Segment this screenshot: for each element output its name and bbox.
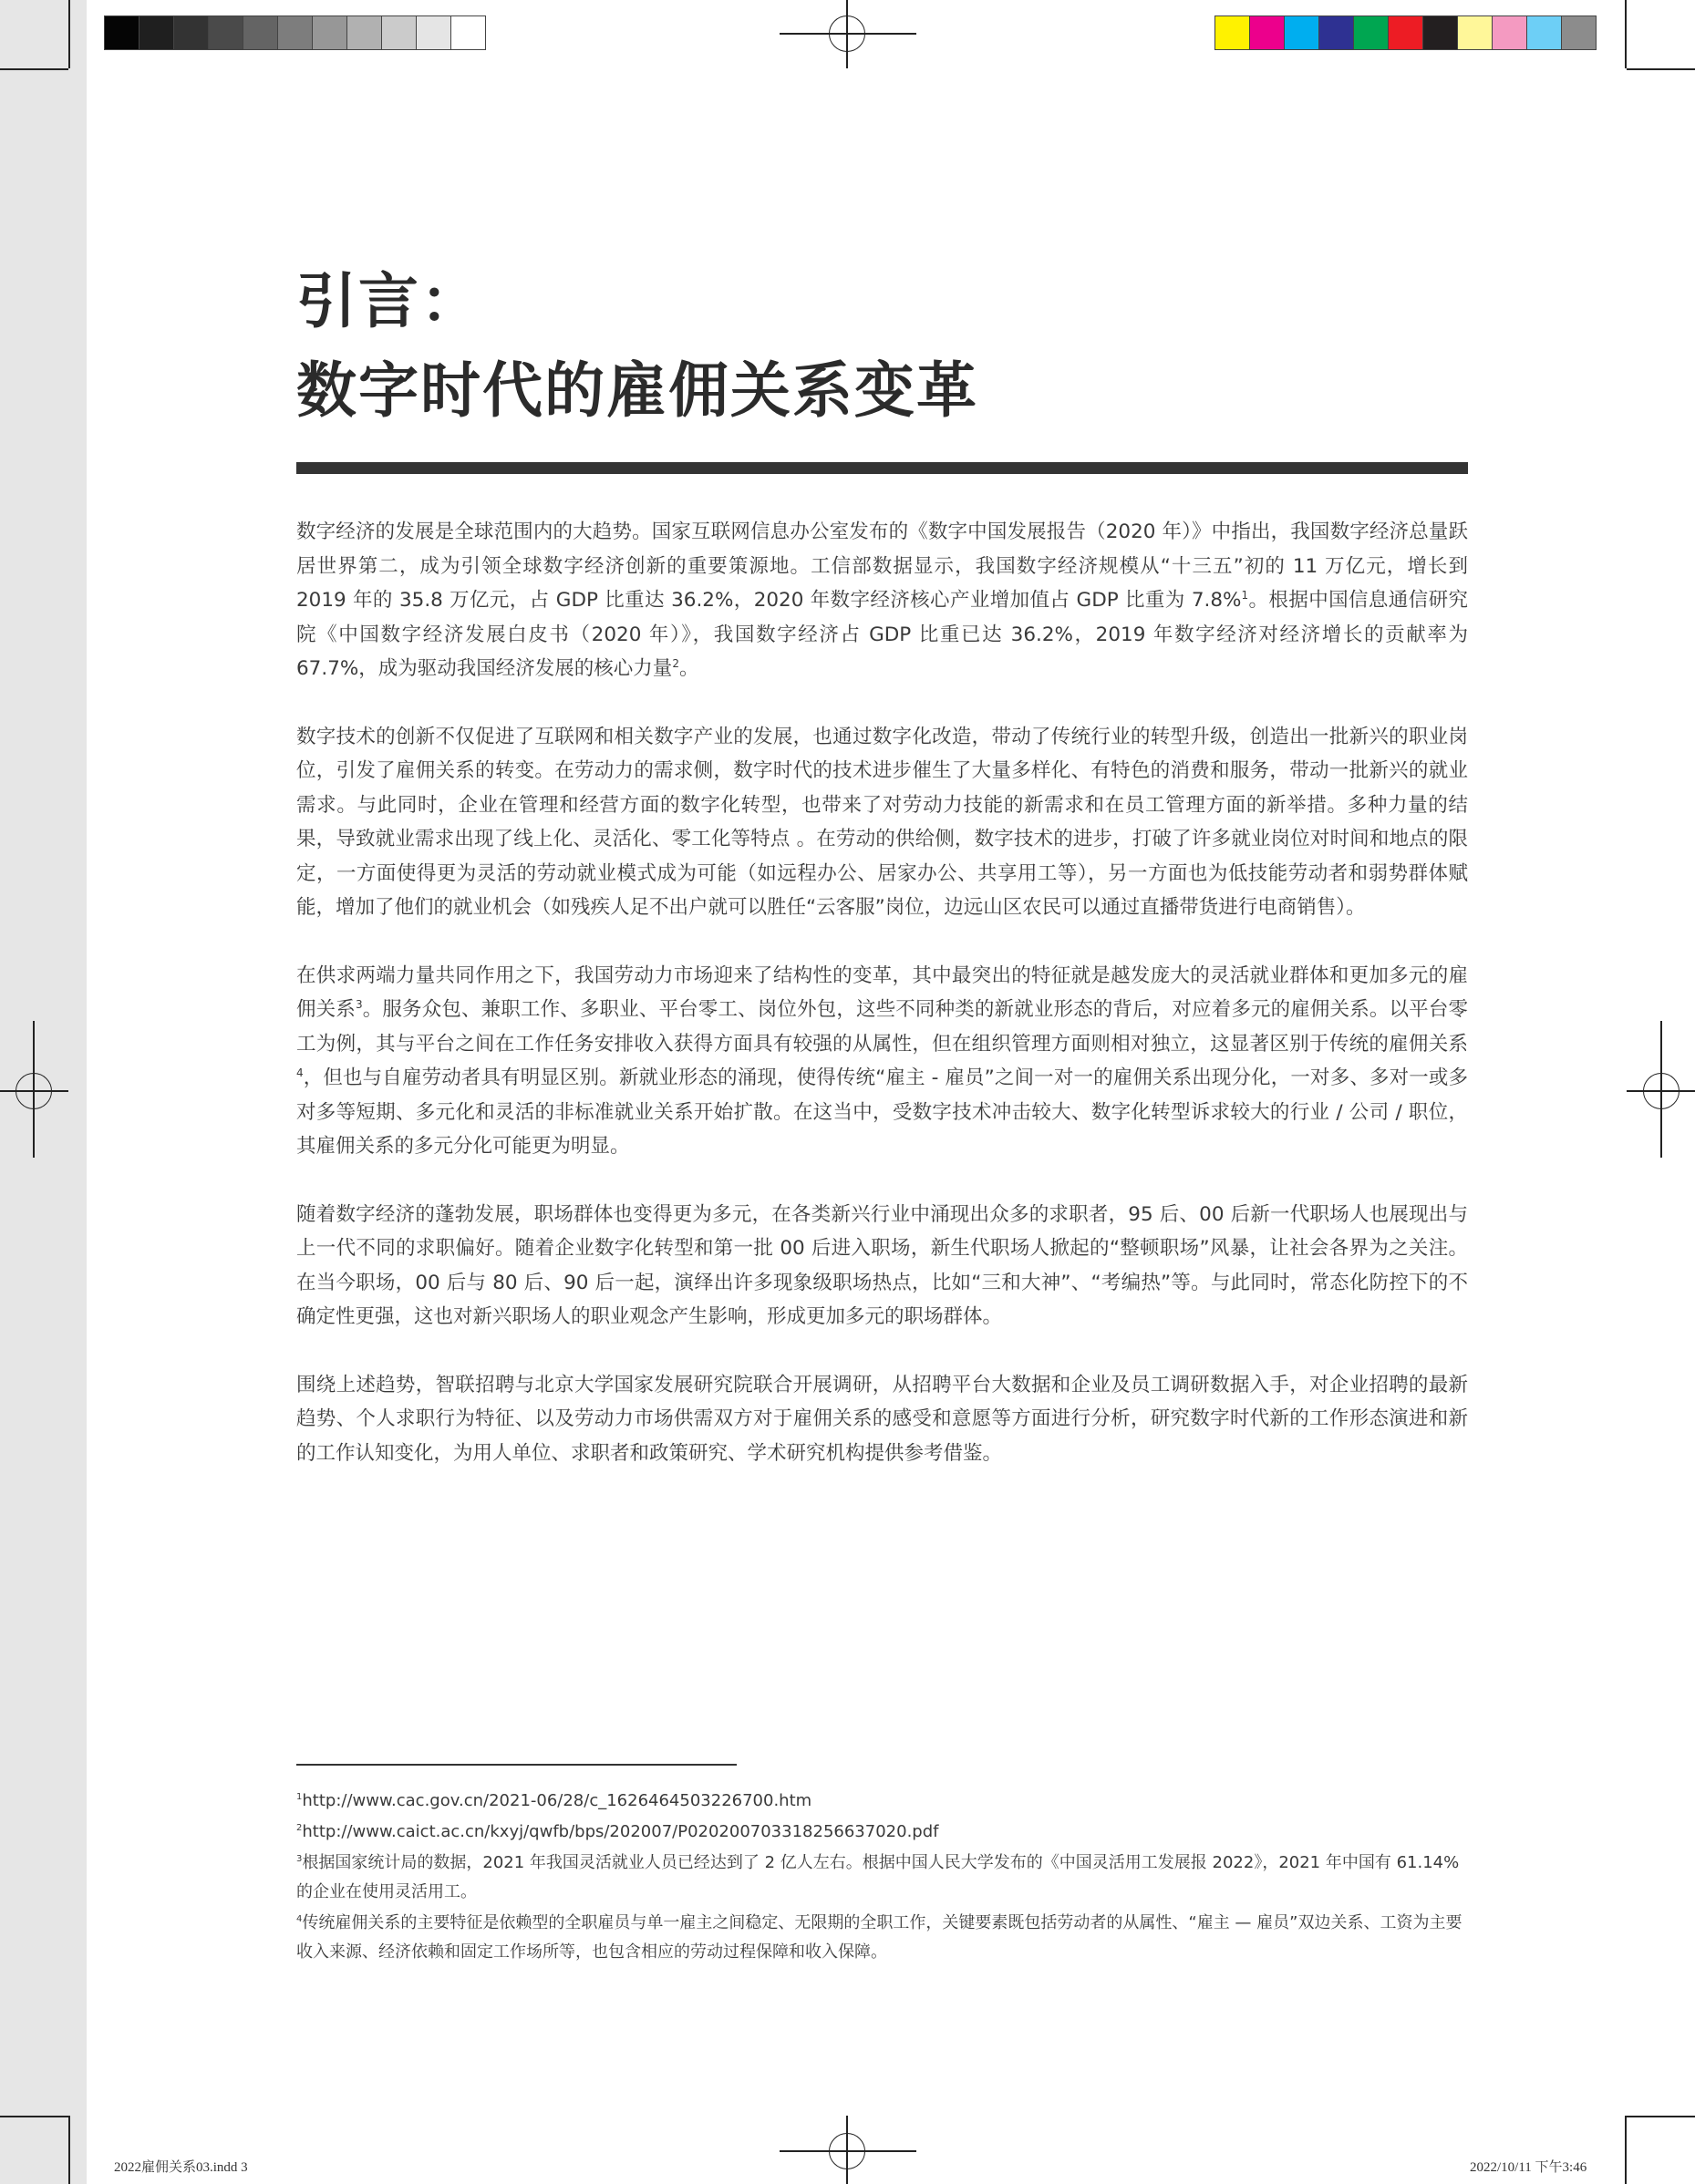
footnote-3	[296, 1849, 1468, 1907]
color-swatch-5	[1388, 15, 1423, 50]
gray-swatch-8	[381, 15, 417, 50]
paragraph-text: 数字技术的创新不仅促进了互联网和相关数字产业的发展，也通过数字化改造，带动了传统行业的转型升级，创造出一批新兴的职业岗位，引发了雇佣关系的转变。在劳动力的需求侧，数字时代的技术进步催生了大量多样化、有特色的消费和服务，带动一批新兴的就业需求。与此同时，企业在管理和经营方面的数字化转型，也带来了对劳动力技能的新需求和在员工管理方面的新举措。多种力量的结果，导致就业需求出现了线上化、灵活化、零工化等特点 。在劳动的供给侧，数字技术的进步，打破了许多就业岗位对时间和地点的限定，一方面使得更为灵活的劳动就业模式成为可能（如远程办公、居家办公、共享用工等），另一方面也为低技能劳动者和弱势群体赋能，增加了他们的就业机会（如残疾人足不出户就可以胜任“云客服”岗位，边远山区农民可以通过直播带货进行电商销售）。	[296, 725, 1468, 919]
footnote-text: 根据国家统计局的数据，2021 年我国灵活就业人员已经达到了 2 亿人左右。根据中国人民大学发布的《中国灵活用工发展报 2022》，2021 年中国有 61.14% 的企业在使用灵活用工。	[296, 1853, 1460, 1901]
page-title	[296, 257, 978, 436]
gray-swatch-10	[450, 15, 486, 50]
paragraph-text: ，但也与自雇劳动者具有明显区别。新就业形态的涌现，使得传统“雇主 - 雇员”之间一对一的雇佣关系出现分化，一对多、多对一或多对多等短期、多元化和灵活的非标准就业关系开始扩散。在这当中，受数字技术冲击较大、数字化转型诉求较大的行业 / 公司 / 职位，其雇佣关系的多元分化可能更为明显。	[296, 1066, 1468, 1158]
footnote-ref[interactable]: 2	[672, 656, 679, 670]
color-swatch-4	[1353, 15, 1389, 50]
color-swatch-10	[1561, 15, 1597, 50]
footnote-number: 3	[296, 1854, 303, 1864]
footnote-ref[interactable]: 4	[296, 1066, 304, 1079]
grayscale-color-bar	[105, 15, 486, 52]
paragraph-4	[296, 1198, 1468, 1334]
footnote-text[interactable]: http://www.caict.ac.cn/kxyj/qwfb/bps/202007/P020200703318256637020.pdf	[302, 1822, 939, 1841]
slug-timestamp: 2022/10/11 下午3:46	[1470, 2160, 1587, 2175]
color-swatch-1	[1249, 15, 1285, 50]
paragraph-text: 围绕上述趋势，智联招聘与北京大学国家发展研究院联合开展调研，从招聘平台大数据和企业及员工调研数据入手，对企业招聘的最新趋势、个人求职行为特征、以及劳动力市场供需双方对于雇佣关系的感受和意愿等方面进行分析，研究数字时代新的工作形态演进和新的工作认知变化，为用人单位、求职者和政策研究、学术研究机构提供参考借鉴。	[296, 1373, 1468, 1465]
gray-swatch-4	[243, 15, 278, 50]
paragraph-2	[296, 720, 1468, 925]
color-swatch-3	[1318, 15, 1354, 50]
gray-swatch-2	[173, 15, 209, 50]
footnote-2	[296, 1818, 1468, 1847]
paragraph-text: 在供求两端力量共同作用之下，我国劳动力市场迎来了结构性的变革，其中最突出的特征就是越发庞大的灵活就业群体和更加多元的雇佣关系	[296, 963, 1468, 1021]
body-text	[296, 515, 1468, 1504]
color-swatch-7	[1457, 15, 1493, 50]
paragraph-5	[296, 1368, 1468, 1471]
process-color-bar	[1215, 15, 1597, 52]
footnote-text: 传统雇佣关系的主要特征是依赖型的全职雇员与单一雇主之间稳定、无限期的全职工作，关键要素既包括劳动者的从属性、“雇主 — 雇员”双边关系、工资为主要收入来源、经济依赖和固定工作场所等，也包含相应的劳动过程保障和收入保障。	[296, 1913, 1462, 1962]
paragraph-text: 。根据中国信息通信研究院《中国数字经济发展白皮书（2020 年）》，我国数字经济占 GDP 比重已达 36.2%，2019 年数字经济对经济增长的贡献率为 67.7%，成为驱动我国经济发展的核心力量	[296, 589, 1468, 680]
gray-swatch-3	[208, 15, 243, 50]
footnote-number: 1	[296, 1792, 303, 1802]
color-swatch-2	[1284, 15, 1319, 50]
gray-swatch-1	[139, 15, 174, 50]
paragraph-1	[296, 515, 1468, 686]
title-line-2: 数字时代的雇佣关系变革	[296, 355, 978, 426]
gray-swatch-7	[346, 15, 382, 50]
footnote-ref[interactable]: 3	[355, 997, 363, 1011]
footnote-4	[296, 1909, 1468, 1967]
color-swatch-9	[1526, 15, 1562, 50]
color-swatch-0	[1214, 15, 1250, 50]
color-swatch-6	[1422, 15, 1458, 50]
footnotes	[296, 1787, 1468, 1969]
footnote-text[interactable]: http://www.cac.gov.cn/2021-06/28/c_1626464503226700.htm	[302, 1791, 812, 1810]
paragraph-text: 数字经济的发展是全球范围内的大趋势。国家互联网信息办公室发布的《数字中国发展报告（2020 年）》中指出，我国数字经济总量跃居世界第二，成为引领全球数字经济创新的重要策源地。工信部数据显示，我国数字经济规模从“十三五”初的 11 万亿元，增长到 2019 年的 35.8 万亿元，占 GDP 比重达 36.2%，2020 年数字经济核心产业增加值占 GDP 比重为 7.8%	[296, 520, 1468, 612]
title-line-1: 引言：	[296, 266, 482, 336]
gray-swatch-6	[312, 15, 347, 50]
footnote-divider	[296, 1764, 737, 1766]
title-divider	[296, 462, 1468, 474]
paragraph-text: 。	[678, 657, 699, 680]
gray-swatch-5	[277, 15, 313, 50]
gray-swatch-0	[104, 15, 140, 50]
footnote-number: 2	[296, 1823, 303, 1833]
paragraph-text: 。服务众包、兼职工作、多职业、平台零工、岗位外包，这些不同种类的新就业形态的背后，对应着多元的雇佣关系。以平台零工为例，其与平台之间在工作任务安排收入获得方面具有较强的从属性，但在组织管理方面则相对独立，这显著区别于传统的雇佣关系	[296, 998, 1468, 1056]
color-swatch-8	[1492, 15, 1527, 50]
slug-filename: 2022雇佣关系03.indd 3	[114, 2160, 248, 2175]
paragraph-3	[296, 959, 1468, 1164]
footnote-1	[296, 1787, 1468, 1816]
footnote-number: 4	[296, 1914, 303, 1924]
paragraph-text: 随着数字经济的蓬勃发展，职场群体也变得更为多元，在各类新兴行业中涌现出众多的求职者，95 后、00 后新一代职场人也展现出与上一代不同的求职偏好。随着企业数字化转型和第一批 00 后进入职场，新生代职场人掀起的“整顿职场”风暴，让社会各界为之关注。在当今职场，00 后与 80 后、90 后一起，演绎出许多现象级职场热点，比如“三和大神”、“考编热”等。与此同时，常态化防控下的不确定性更强，这也对新兴职场人的职业观念产生影响，形成更加多元的职场群体。	[296, 1202, 1468, 1328]
gray-swatch-9	[416, 15, 451, 50]
footnote-ref[interactable]: 1	[1241, 588, 1249, 602]
